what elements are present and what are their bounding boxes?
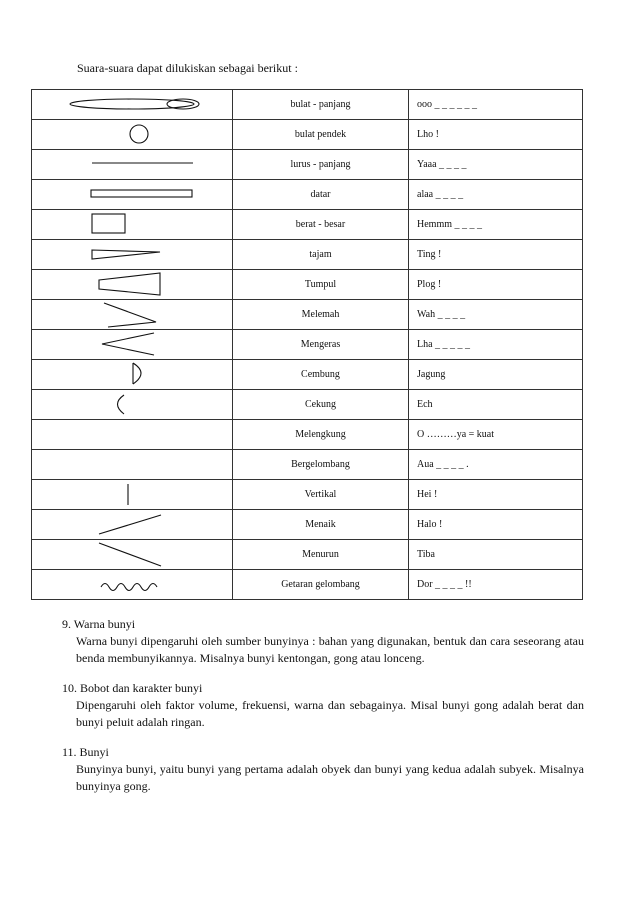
table-row: [32, 240, 583, 270]
table-row: [32, 540, 583, 570]
section-body: Warna bunyi dipengaruhi oleh sumber bunyinya : bahan yang digunakan, bentuk dan cara seseorang atau benda membunyikannya. Misalnya bunyi kentongan, gong atau lonceng.: [76, 634, 584, 665]
wave-icon: [32, 570, 232, 599]
shape-cell: [32, 150, 233, 180]
example-cell: Yaaa _ _ _ _: [409, 150, 583, 180]
section-body: Bunyinya bunyi, yaitu bunyi yang pertama adalah obyek dan bunyi yang kedua adalah subyek. Misalnya bunyinya gong.: [76, 762, 584, 793]
shape-cell: [32, 300, 233, 330]
description-cell: Menurun: [233, 540, 409, 570]
table-row: [32, 510, 583, 540]
table-row: [32, 450, 583, 480]
table-row: [32, 480, 583, 510]
shape-cell: [32, 180, 233, 210]
table-row: [32, 330, 583, 360]
section-heading: 10. Bobot dan karakter bunyi: [62, 681, 203, 695]
description-cell: Melengkung: [233, 420, 409, 450]
concave-arc-icon: [32, 390, 232, 419]
description-cell: Cekung: [233, 390, 409, 420]
example-cell: Hei !: [409, 480, 583, 510]
section-warna-bunyi: [62, 616, 584, 667]
long-line-icon: [32, 150, 232, 179]
shape-cell: [32, 240, 233, 270]
description-cell: bulat pendek: [233, 120, 409, 150]
shape-cell: [32, 360, 233, 390]
description-cell: lurus - panjang: [233, 150, 409, 180]
section-heading: 11. Bunyi: [62, 745, 109, 759]
shape-cell: [32, 330, 233, 360]
description-cell: Melemah: [233, 300, 409, 330]
sections: [62, 616, 584, 808]
table-row: [32, 570, 583, 600]
table-row: [32, 150, 583, 180]
description-cell: Menaik: [233, 510, 409, 540]
growing-wedge-icon: [32, 330, 232, 359]
example-cell: Dor _ _ _ _ !!: [409, 570, 583, 600]
section-bobot-karakter: [62, 680, 584, 731]
shape-cell: [32, 90, 233, 120]
example-cell: Ech: [409, 390, 583, 420]
example-cell: alaa _ _ _ _: [409, 180, 583, 210]
table-row: [32, 360, 583, 390]
example-cell: Jagung: [409, 360, 583, 390]
example-cell: Plog !: [409, 270, 583, 300]
example-cell: Ting !: [409, 240, 583, 270]
example-cell: Lho !: [409, 120, 583, 150]
fading-wedge-icon: [32, 300, 232, 329]
vertical-line-icon: [32, 480, 232, 509]
blunt-wedge-icon: [32, 270, 232, 299]
description-cell: Tumpul: [233, 270, 409, 300]
shape-cell: [32, 420, 233, 450]
table-row: [32, 90, 583, 120]
example-cell: Tiba: [409, 540, 583, 570]
description-cell: Getaran gelombang: [233, 570, 409, 600]
table-row: [32, 300, 583, 330]
example-cell: ooo _ _ _ _ _ _: [409, 90, 583, 120]
sound-shapes-table: [31, 89, 583, 600]
description-cell: tajam: [233, 240, 409, 270]
shape-cell: [32, 120, 233, 150]
example-cell: O ………ya = kuat: [409, 420, 583, 450]
example-cell: Aua _ _ _ _ .: [409, 450, 583, 480]
intro-text: Suara-suara dapat dilukiskan sebagai berikut :: [77, 61, 298, 75]
shape-cell: [32, 510, 233, 540]
shape-cell: [32, 450, 233, 480]
falling-line-icon: [32, 540, 232, 569]
long-ellipse-icon: [32, 90, 232, 119]
table-row: [32, 180, 583, 210]
example-cell: Wah _ _ _ _: [409, 300, 583, 330]
section-bunyi: [62, 744, 584, 795]
sharp-wedge-icon: [32, 240, 232, 269]
shape-cell: [32, 390, 233, 420]
shape-cell: [32, 480, 233, 510]
box-icon: [32, 210, 232, 239]
description-cell: Vertikal: [233, 480, 409, 510]
shape-cell: [32, 210, 233, 240]
example-cell: Lha _ _ _ _ _: [409, 330, 583, 360]
rising-line-icon: [32, 510, 232, 539]
table-row: [32, 390, 583, 420]
description-cell: Bergelombang: [233, 450, 409, 480]
section-body: Dipengaruhi oleh faktor volume, frekuensi, warna dan sebagainya. Misal bunyi gong adalah berat dan bunyi peluit adalah ringan.: [76, 698, 584, 729]
description-cell: berat - besar: [233, 210, 409, 240]
table-row: [32, 210, 583, 240]
description-cell: Mengeras: [233, 330, 409, 360]
flat-rectangle-icon: [32, 180, 232, 209]
convex-arc-icon: [32, 360, 232, 389]
example-cell: Halo !: [409, 510, 583, 540]
section-heading: 9. Warna bunyi: [62, 617, 136, 631]
description-cell: datar: [233, 180, 409, 210]
example-cell: Hemmm _ _ _ _: [409, 210, 583, 240]
table-row: [32, 120, 583, 150]
description-cell: bulat - panjang: [233, 90, 409, 120]
shape-cell: [32, 570, 233, 600]
table-row: [32, 270, 583, 300]
circle-icon: [32, 120, 232, 149]
shape-cell: [32, 270, 233, 300]
shape-cell: [32, 540, 233, 570]
table-row: [32, 420, 583, 450]
description-cell: Cembung: [233, 360, 409, 390]
